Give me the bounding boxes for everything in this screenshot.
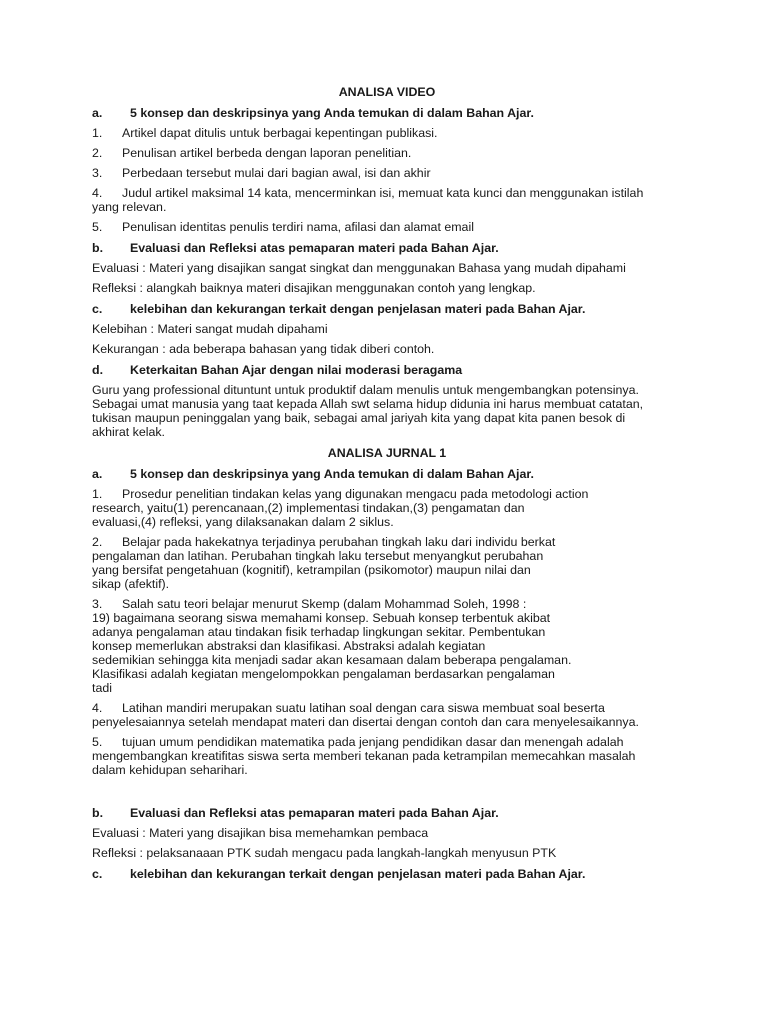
item-text: Judul artikel maksimal 14 kata, mencerminkan isi, memuat kata kunci dan menggunakan istilah yang relevan. — [92, 186, 644, 214]
list-item — [92, 166, 682, 180]
heading-text: 5 konsep dan deskripsinya yang Anda temukan di dalam Bahan Ajar. — [130, 106, 534, 120]
moderasi-paragraph: Guru yang professional dituntunt untuk produktif dalam menulis untuk mengembangkan potensinya. Sebagai umat manusia yang taat kepada Allah swt selama hidup didunia ini harus membuat catatan, tukisan maupun peninggalan yang baik, sebagai amal jariyah kita yang dapat kita panen besok di akhirat kelak. — [92, 383, 644, 439]
section-title-jurnal: ANALISA JURNAL 1 — [327, 446, 447, 460]
item-text: Penulisan artikel berbeda dengan laporan penelitian. — [122, 146, 412, 160]
item-number: 5. — [92, 735, 103, 749]
item-text: tujuan umum pendidikan matematika pada jenjang pendidikan dasar dan menengah adalah mengembangkan kreatifitas siswa serta memberi tekanan pada ketrampilan memecahkan masalah dalam kehidupan seharihari. — [92, 735, 636, 777]
item-number: 4. — [92, 186, 103, 200]
heading-video-c — [92, 301, 682, 317]
heading-jurnal-a — [92, 466, 682, 482]
refleksi-text: Refleksi : pelaksanaaan PTK sudah mengacu pada langkah-langkah menyusun PTK — [92, 846, 557, 860]
heading-video-b — [92, 240, 682, 256]
spacer — [92, 783, 682, 805]
list-item — [92, 220, 682, 234]
heading-text: Evaluasi dan Refleksi atas pemaparan materi pada Bahan Ajar. — [130, 806, 499, 820]
item-text: Belajar pada hakekatnya terjadinya perubahan tingkah laku dari individu berkat pengalaman dan latihan. Perubahan tingkah laku tersebut menyangkut perubahan yang bersifat pengetahuan (kognitif), ketrampilan (psikomotor) maupun nilai dan sikap (afektif). — [92, 535, 556, 591]
list-item — [92, 126, 682, 140]
section-title-video: ANALISA VIDEO — [338, 85, 436, 99]
heading-marker: a. — [92, 467, 103, 481]
item-text: Latihan mandiri merupakan suatu latihan soal dengan cara siswa membuat soal beserta penyelesaiannya setelah mendapat materi dan disertai dengan contoh dan cara menyelesaikannya. — [92, 701, 639, 729]
evaluasi-text: Evaluasi : Materi yang disajikan bisa memehamkan pembaca — [92, 826, 429, 840]
refleksi-text: Refleksi : alangkah baiknya materi disajikan menggunakan contoh yang lengkap. — [92, 281, 536, 295]
list-item — [92, 597, 682, 695]
heading-video-a — [92, 105, 682, 121]
heading-marker: c. — [92, 867, 103, 881]
document-body — [92, 84, 682, 887]
heading-jurnal-c — [92, 866, 682, 882]
heading-text: kelebihan dan kekurangan terkait dengan penjelasan materi pada Bahan Ajar. — [130, 867, 586, 881]
heading-text: Keterkaitan Bahan Ajar dengan nilai moderasi beragama — [130, 363, 463, 377]
heading-marker: b. — [92, 806, 104, 820]
item-number: 1. — [92, 126, 103, 140]
list-item — [92, 535, 682, 591]
list-item — [92, 735, 682, 777]
item-text: Penulisan identitas penulis terdiri nama, afilasi dan alamat email — [122, 220, 474, 234]
heading-video-d — [92, 362, 682, 378]
evaluasi-text: Evaluasi : Materi yang disajikan sangat singkat dan menggunakan Bahasa yang mudah dipahami — [92, 261, 626, 275]
item-number: 3. — [92, 166, 103, 180]
item-number: 2. — [92, 146, 103, 160]
item-text: Perbedaan tersebut mulai dari bagian awal, isi dan akhir — [122, 166, 431, 180]
kekurangan-text: Kekurangan : ada beberapa bahasan yang tidak diberi contoh. — [92, 342, 435, 356]
item-number: 3. — [92, 597, 103, 611]
heading-marker: d. — [92, 363, 104, 377]
heading-marker: c. — [92, 302, 103, 316]
item-number: 5. — [92, 220, 103, 234]
heading-jurnal-b — [92, 805, 682, 821]
list-item — [92, 701, 682, 729]
list-item — [92, 186, 682, 214]
item-number: 2. — [92, 535, 103, 549]
item-text: Salah satu teori belajar menurut Skemp (dalam Mohammad Soleh, 1998 : 19) bagaimana seorang siswa memahami konsep. Sebuah konsep terbentuk akibat adanya pengalaman atau tindakan fisik terhadap lingkungan sekitar. Pembentukan konsep memerlukan abstraksi dan klasifikasi. Abstraksi adalah kegiatan sedemikian sehingga kita menjadi sadar akan kesamaan dalam beberapa pengalaman. Klasifikasi adalah kegiatan mengelompokkan pengalaman berdasarkan pengalaman tadi — [92, 597, 572, 695]
item-text: Prosedur penelitian tindakan kelas yang digunakan mengacu pada metodologi action research, yaitu(1) perencanaan,(2) implementasi tindakan,(3) pengamatan dan evaluasi,(4) refleksi, yang dilaksanakan dalam 2 siklus. — [92, 487, 589, 529]
kelebihan-text: Kelebihan : Materi sangat mudah dipahami — [92, 322, 328, 336]
list-item — [92, 146, 682, 160]
item-number: 4. — [92, 701, 103, 715]
heading-text: Evaluasi dan Refleksi atas pemaparan materi pada Bahan Ajar. — [130, 241, 499, 255]
heading-marker: b. — [92, 241, 104, 255]
item-text: Artikel dapat ditulis untuk berbagai kepentingan publikasi. — [122, 126, 438, 140]
heading-text: kelebihan dan kekurangan terkait dengan penjelasan materi pada Bahan Ajar. — [130, 302, 586, 316]
heading-text: 5 konsep dan deskripsinya yang Anda temukan di dalam Bahan Ajar. — [130, 467, 534, 481]
list-item — [92, 487, 682, 529]
heading-marker: a. — [92, 106, 103, 120]
item-number: 1. — [92, 487, 103, 501]
